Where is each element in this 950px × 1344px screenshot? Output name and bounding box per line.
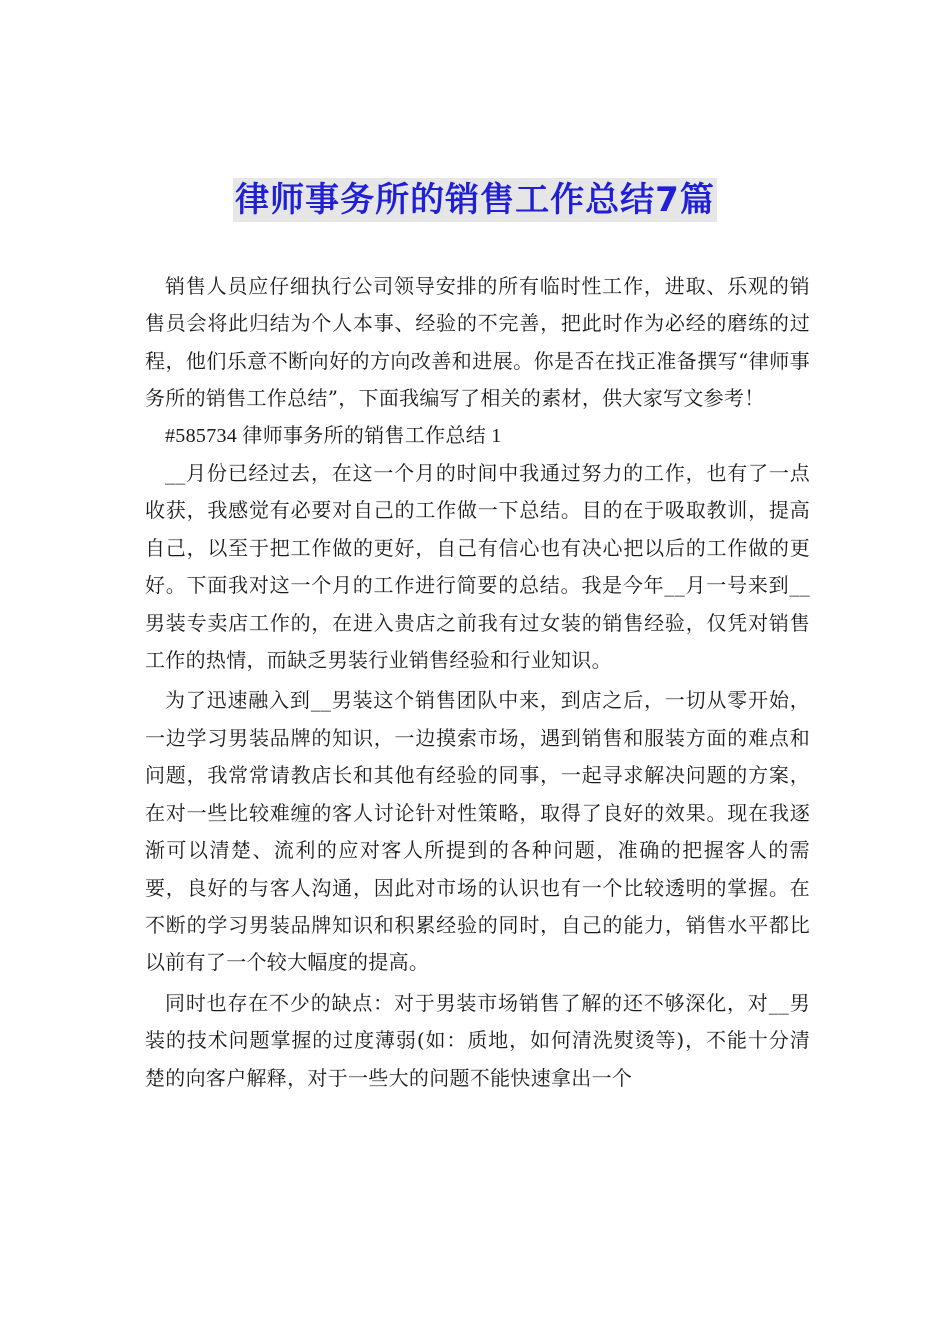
body-paragraph: 为了迅速融入到__男装这个销售团队中来，到店之后，一切从零开始，一边学习男装品牌的知识，一边摸索市场，遇到销售和服装方面的难点和问题，我常常请教店长和其他有经验的同事，一起寻求解决问题的方案，在对一些比较难缠的客人讨论针对性策略，取得了良好的效果。现在我逐渐可以清楚、流利的应对客人所提到的各种问题，准确的把握客人的需要，良好的与客人沟通，因此对市场的认识也有一个比较透明的掌握。在不断的学习男装品牌知识和积累经验的同时，自己的能力，销售水平都比以前有了一个较大幅度的提高。 (145, 688, 810, 975)
title-container (0, 178, 950, 222)
document-body (145, 268, 810, 1097)
document-title: 律师事务所的销售工作总结7篇 (235, 180, 715, 220)
intro-paragraph: 销售人员应仔细执行公司领导安排的所有临时性工作，进取、乐观的销售员会将此归结为个人本事、经验的不完善，把此时作为必经的磨练的过程，他们乐意不断向好的方向改善和进展。你是否在找正准备撰写“律师事务所的销售工作总结”，下面我编写了相关的素材，供大家写文参考！ (145, 274, 810, 411)
section-heading: #585734 律师事务所的销售工作总结 1 (165, 424, 502, 447)
body-paragraph: 同时也存在不少的缺点：对于男装市场销售了解的还不够深化，对__男装的技术问题掌握的过度薄弱(如：质地，如何清洗熨烫等)，不能十分清楚的向客户解释，对于一些大的问题不能快速拿出一个 (145, 990, 810, 1090)
body-paragraph: __月份已经过去，在这一个月的时间中我通过努力的工作，也有了一点收获，我感觉有必要对自己的工作做一下总结。目的在于吸取教训，提高自己，以至于把工作做的更好，自己有信心也有决心把以后的工作做的更好。下面我对这一个月的工作进行简要的总结。我是今年__月一号来到__男装专卖店工作的，在进入贵店之前我有过女装的销售经验，仅凭对销售工作的热情，而缺乏男装行业销售经验和行业知识。 (145, 461, 810, 673)
